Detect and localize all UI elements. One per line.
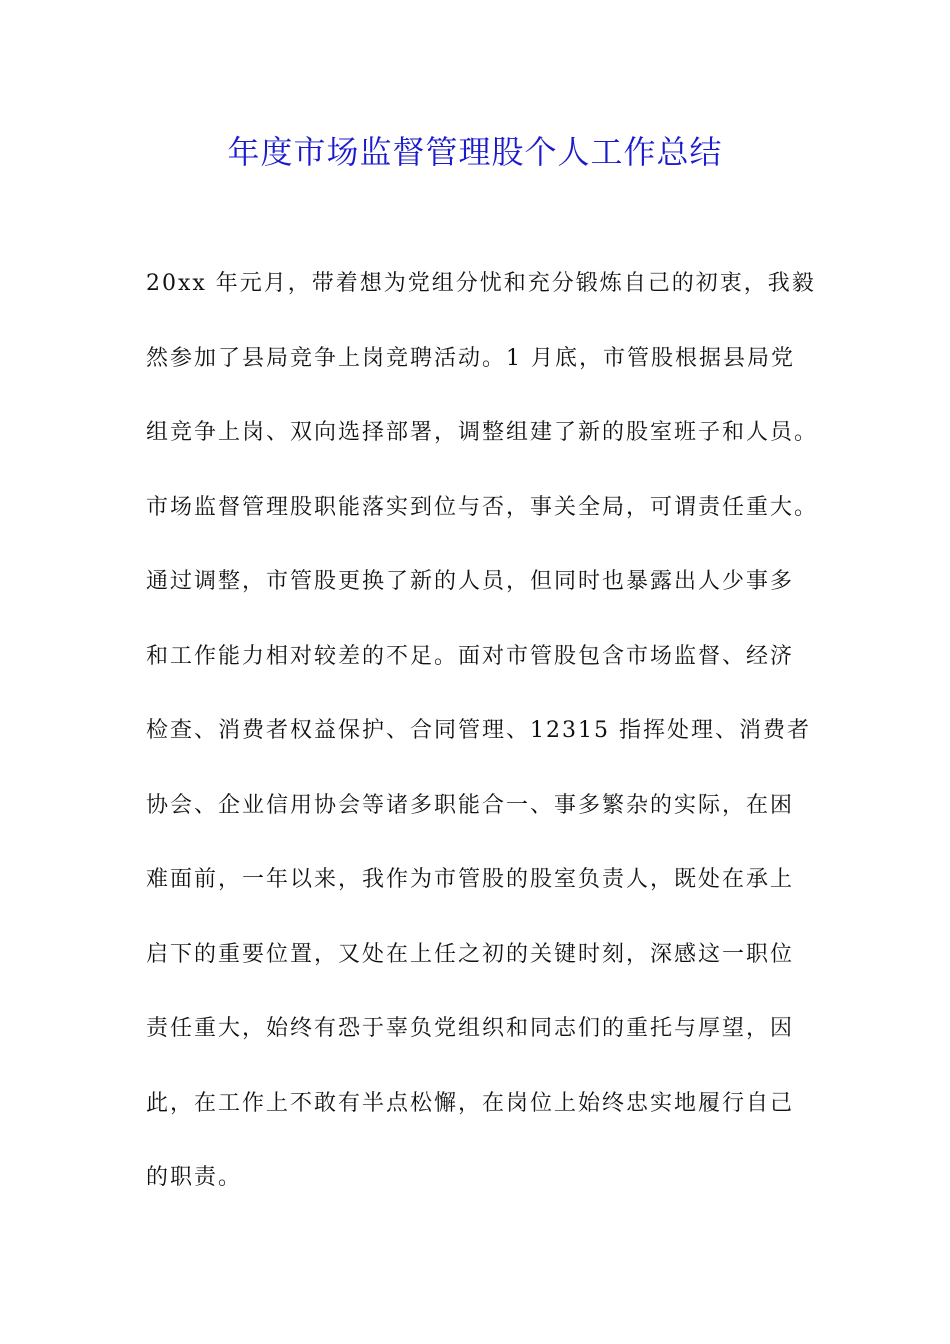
paragraph-line: 市场监督管理股职能落实到位与否，事关全局，可谓责任重大。 bbox=[146, 494, 819, 520]
paragraph-line: 此，在工作上不敢有半点松懈，在岗位上始终忠实地履行自己 bbox=[146, 1090, 795, 1116]
body-paragraph bbox=[146, 262, 826, 1231]
paragraph-line: 责任重大，始终有恐于辜负党组织和同志们的重托与厚望，因 bbox=[146, 1016, 795, 1041]
paragraph-line: 的职责。 bbox=[146, 1165, 243, 1190]
paragraph-line: 20xx 年元月，带着想为党组分忧和充分锻炼自己的初衷，我毅 bbox=[146, 271, 816, 296]
paragraph-line: 启下的重要位置，又处在上任之初的关键时刻，深感这一职位 bbox=[146, 941, 795, 967]
paragraph-line: 检查、消费者权益保护、合同管理、12315 指挥处理、消费者 bbox=[146, 718, 811, 743]
paragraph-line: 通过调整，市管股更换了新的人员，但同时也暴露出人少事多 bbox=[146, 569, 795, 594]
paragraph-line: 组竞争上岗、双向选择部署，调整组建了新的股室班子和人员。 bbox=[146, 420, 819, 445]
paragraph-line: 协会、企业信用协会等诸多职能合一、事多繁杂的实际，在困 bbox=[146, 792, 795, 818]
paragraph-line: 然参加了县局竞争上岗竞聘活动。1 月底，市管股根据县局党 bbox=[146, 345, 795, 371]
paragraph-line: 和工作能力相对较差的不足。面对市管股包含市场监督、经济 bbox=[146, 643, 795, 669]
document-title: 年度市场监督管理股个人工作总结 bbox=[227, 133, 723, 171]
paragraph-line: 难面前，一年以来，我作为市管股的股室负责人，既处在承上 bbox=[146, 867, 795, 892]
